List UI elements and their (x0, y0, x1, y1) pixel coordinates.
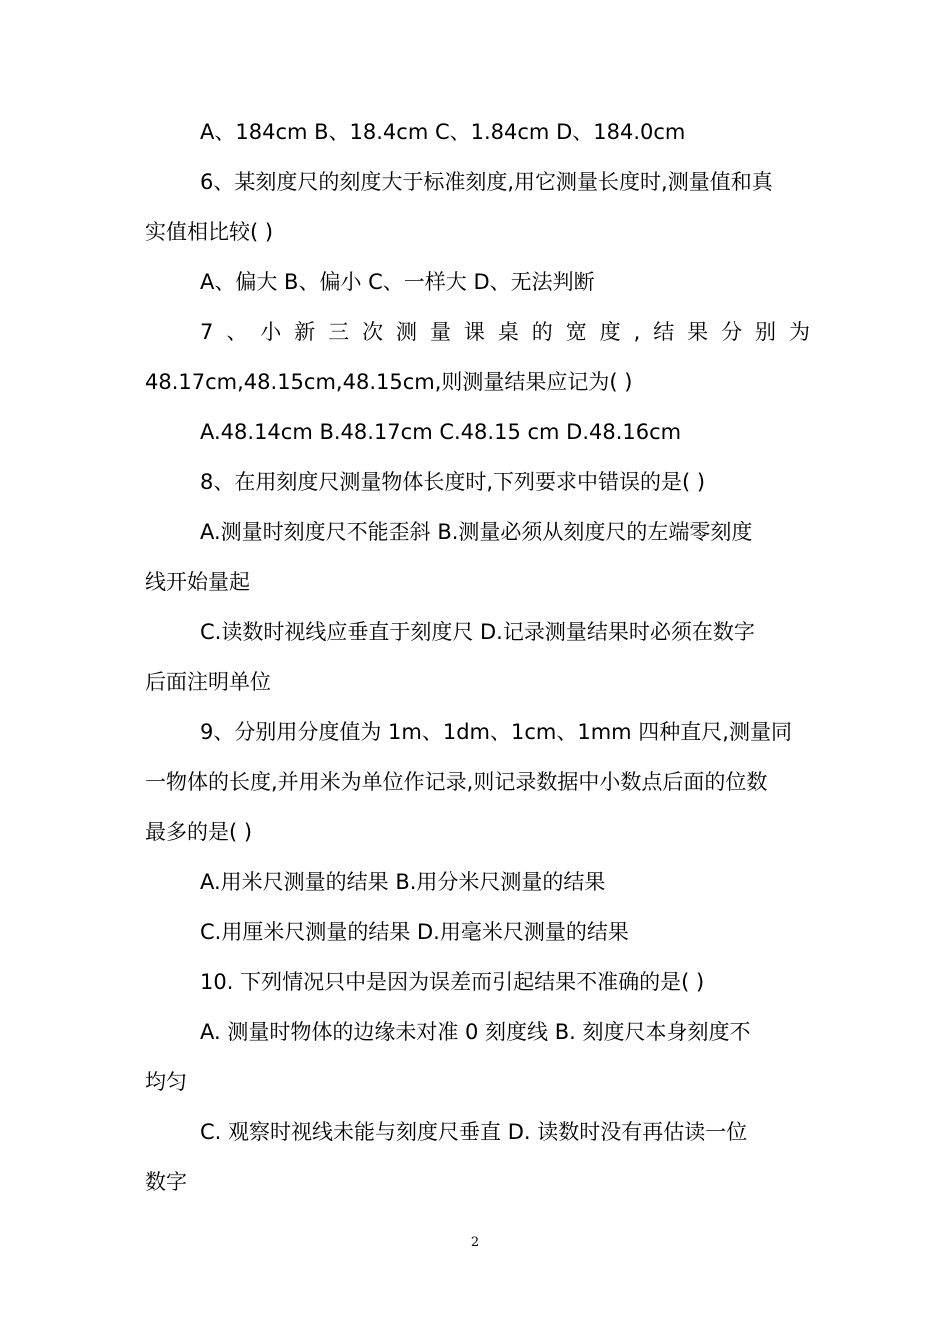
q7-char: 别 (755, 320, 776, 344)
q7-char: , (633, 320, 641, 344)
q7-char: 结 (653, 320, 675, 344)
q10-options-cd-line-1: C. 观察时视线未能与刻度尺垂直 D. 读数时没有再估读一位 (200, 1120, 748, 1144)
q7-stem-line-1 (200, 317, 810, 347)
page-number: 2 (470, 1235, 480, 1250)
q10-options-ab-line-1: A. 测量时物体的边缘未对准 0 刻度线 B. 刻度尺本身刻度不 (200, 1020, 751, 1044)
q6-stem-line-1: 6、某刻度尺的刻度大于标准刻度,用它测量长度时,测量值和真 (200, 170, 773, 194)
q7-char: 三 (328, 320, 350, 344)
q6-options: A、偏大 B、偏小 C、一样大 D、无法判断 (200, 270, 595, 294)
q8-options-ab-line-2: 线开始量起 (145, 570, 250, 594)
q7-char: 果 (687, 320, 709, 344)
q9-stem-line-2: 一物体的长度,并用米为单位作记录,则记录数据中小数点后面的位数 (145, 770, 768, 794)
q9-options-ab: A.用米尺测量的结果 B.用分米尺测量的结果 (200, 870, 606, 894)
q9-stem-line-1: 9、分别用分度值为 1m、1dm、1cm、1mm 四种直尺,测量同 (200, 720, 792, 744)
q7-char: 宽 (565, 320, 587, 344)
q7-char: 度 (599, 320, 621, 344)
q8-options-cd-line-1: C.读数时视线应垂直于刻度尺 D.记录测量结果时必须在数字 (200, 620, 755, 644)
q6-stem-line-2: 实值相比较( ) (145, 220, 274, 244)
q9-stem-line-3: 最多的是( ) (145, 820, 253, 844)
q7-char: 的 (531, 320, 553, 344)
q7-char: 桌 (497, 320, 519, 344)
q7-char: 分 (721, 320, 743, 344)
q7-char: 课 (463, 320, 485, 344)
q7-char: 量 (429, 320, 451, 344)
q10-options-cd-line-2: 数字 (145, 1170, 187, 1194)
q7-char: 、 (226, 320, 248, 344)
q8-options-cd-line-2: 后面注明单位 (145, 670, 271, 694)
q7-char: 次 (362, 320, 384, 344)
q7-char: 测 (396, 320, 417, 344)
q9-options-cd: C.用厘米尺测量的结果 D.用毫米尺测量的结果 (200, 920, 629, 944)
q7-char: 小 (260, 320, 282, 344)
q7-char: 7 (200, 320, 214, 344)
q5-options: A、184cm B、18.4cm C、1.84cm D、184.0cm (200, 120, 686, 144)
q7-char: 新 (294, 320, 316, 344)
q7-char: 为 (788, 320, 810, 344)
q10-options-ab-line-2: 均匀 (145, 1070, 187, 1094)
q10-stem: 10. 下列情况只中是因为误差而引起结果不准确的是( ) (200, 970, 705, 994)
q7-stem-line-2: 48.17cm,48.15cm,48.15cm,则测量结果应记为( ) (145, 370, 633, 394)
q7-options: A.48.14cm B.48.17cm C.48.15 cm D.48.16cm (200, 420, 682, 444)
q8-options-ab-line-1: A.测量时刻度尺不能歪斜 B.测量必须从刻度尺的左端零刻度 (200, 520, 753, 544)
q8-stem: 8、在用刻度尺测量物体长度时,下列要求中错误的是( ) (200, 470, 706, 494)
